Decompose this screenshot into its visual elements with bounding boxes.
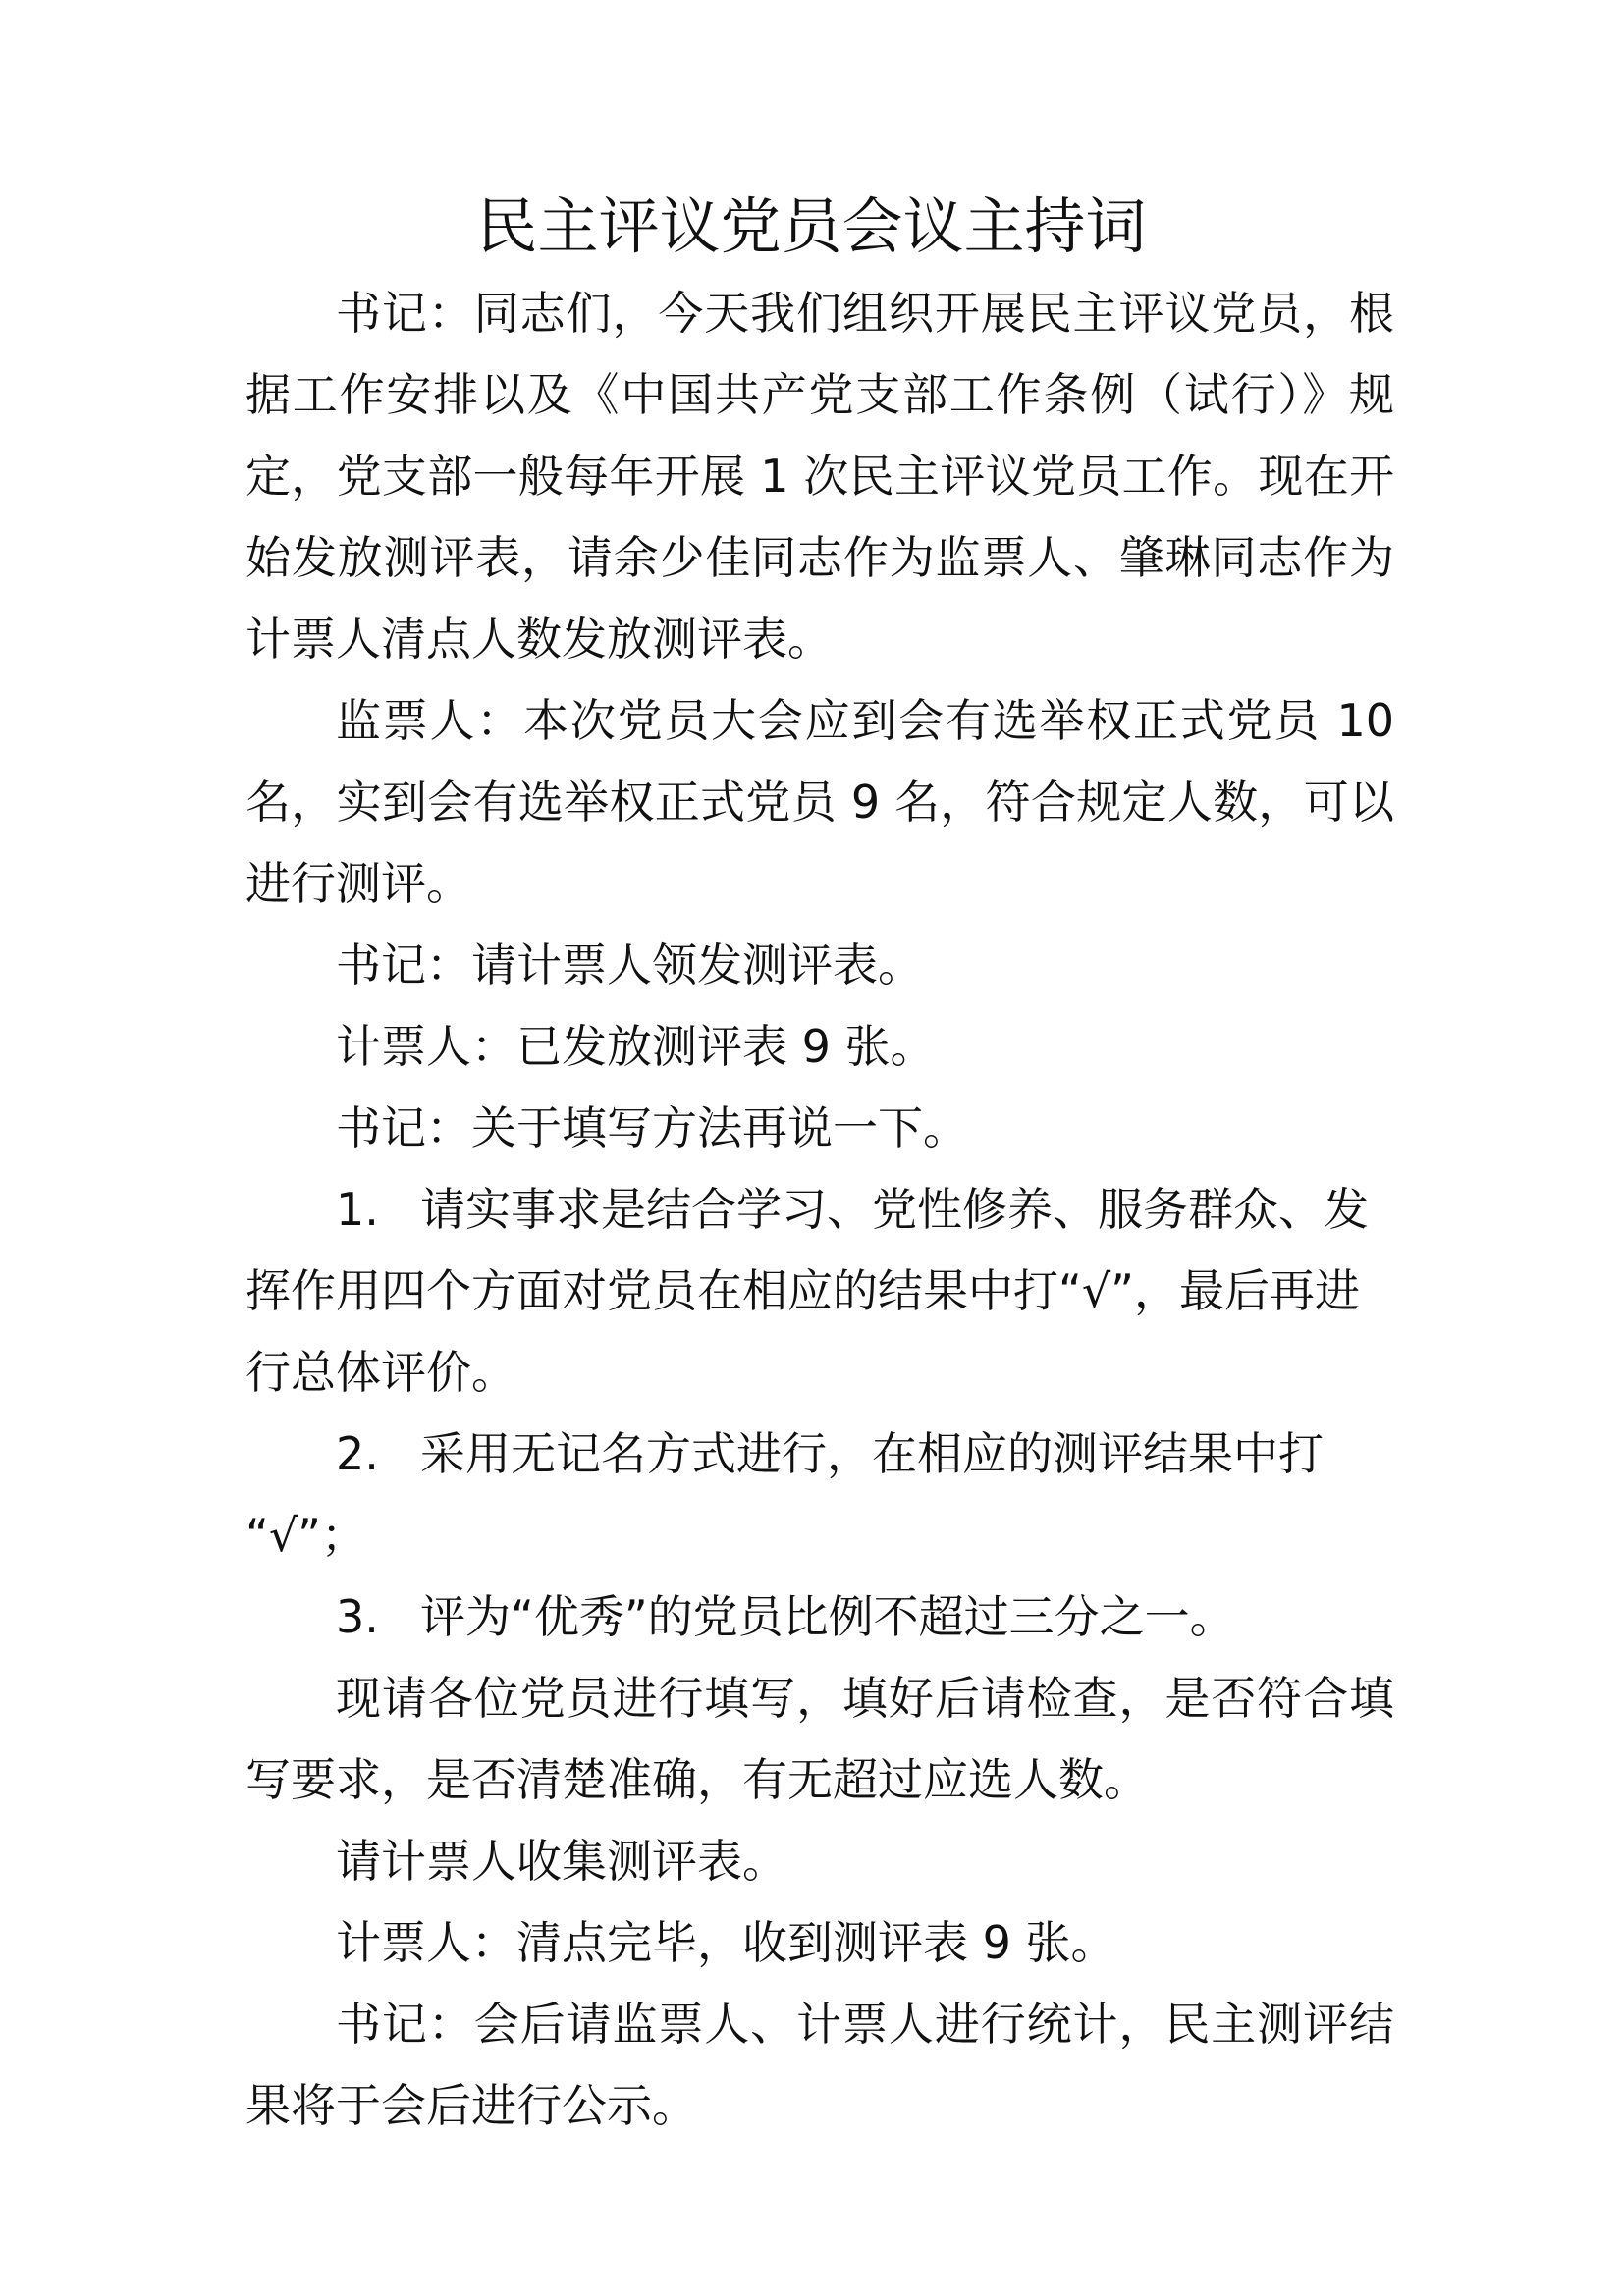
list-text: 评为“优秀”的党员比例不超过三分之一。 <box>420 1590 1235 1643</box>
list-item-1 <box>245 1169 1394 1414</box>
list-number: 1. <box>336 1183 379 1236</box>
paragraph-collect-request: 请计票人收集测评表。 <box>336 1835 787 1888</box>
paragraph-secretary-request: 书记：请计票人领发测评表。 <box>336 938 923 991</box>
paragraph-monitor-report: 监票人：本次党员大会应到会有选举权正式党员 10 名，实到会有选举权正式党员 9 名，符合规定人数，可以进行测评。 <box>245 694 1394 910</box>
list-text: 请实事求是结合学习、党性修养、服务群众、发挥作用四个方面对党员在相应的结果中打“√”，最后再进行总体评价。 <box>245 1183 1369 1399</box>
paragraph-counter-distributed: 计票人：已发放测评表 9 张。 <box>336 1020 936 1073</box>
list-item-3 <box>245 1576 1394 1658</box>
paragraph-secretary-instructions: 书记：关于填写方法再说一下。 <box>336 1101 968 1154</box>
paragraph-secretary-opening: 书记：同志们，今天我们组织开展民主评议党员，根据工作安排以及《中国共产党支部工作条例（试行）》规定，党支部一般每年开展 1 次民主评议党员工作。现在开始发放测评表，请余少佳同志作为监票人、肇琳同志作为计票人清点人数发放测评表。 <box>245 287 1394 666</box>
document-body <box>245 273 1394 2147</box>
paragraph-counter-collected: 计票人：清点完毕，收到测评表 9 张。 <box>336 1916 1116 1969</box>
list-number: 3. <box>336 1590 379 1643</box>
list-number: 2. <box>336 1427 379 1480</box>
list-text: 采用无记名方式进行，在相应的测评结果中打 “√”； <box>245 1427 1324 1562</box>
document-title: 民主评议党员会议主持词 <box>476 190 1147 262</box>
list-item-2 <box>245 1414 1394 1576</box>
paragraph-fill-request: 现请各位党员进行填写，填好后请检查，是否符合填写要求，是否清楚准确，有无超过应选人数。 <box>245 1672 1394 1806</box>
paragraph-secretary-closing: 书记：会后请监票人、计票人进行统计，民主测评结果将于会后进行公示。 <box>245 1998 1394 2132</box>
